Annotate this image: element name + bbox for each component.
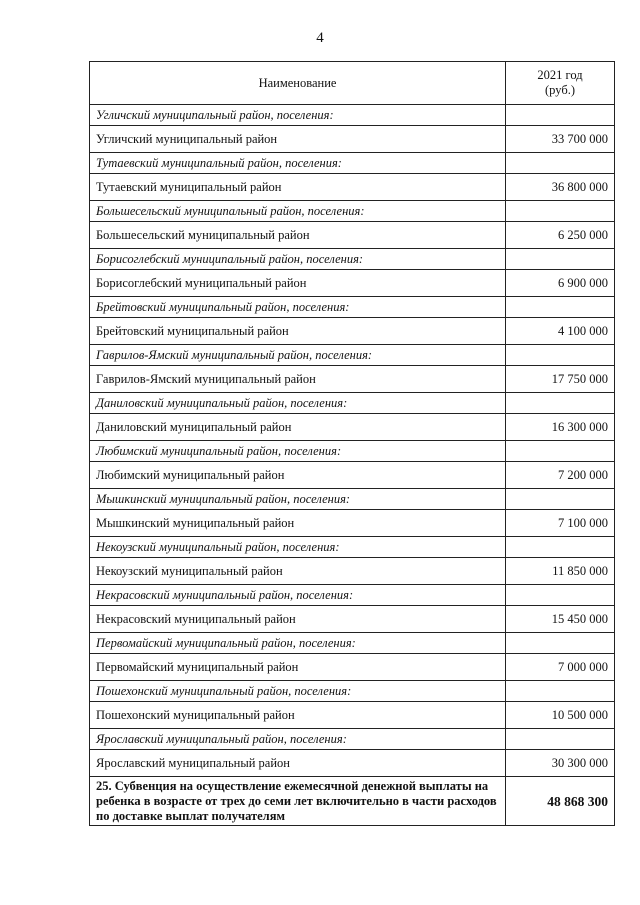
row-name: Ярославский муниципальный район xyxy=(90,750,506,777)
row-amount xyxy=(506,345,615,366)
row-name: Первомайский муниципальный район, поселения: xyxy=(90,633,506,654)
row-name: Тутаевский муниципальный район xyxy=(90,174,506,201)
district-row xyxy=(90,462,615,489)
row-name: Любимский муниципальный район xyxy=(90,462,506,489)
district-row xyxy=(90,702,615,729)
settlements-subheader-row xyxy=(90,345,615,366)
row-name: Мышкинский муниципальный район xyxy=(90,510,506,537)
row-name: Гаврилов-Ямский муниципальный район xyxy=(90,366,506,393)
row-amount xyxy=(506,153,615,174)
row-amount xyxy=(506,537,615,558)
row-name: 25. Субвенция на осуществление ежемесячной денежной выплаты на ребенка в возрасте от трех до семи лет включительно в части расходов по доставке выплат получателям xyxy=(90,777,506,826)
row-amount: 6 250 000 xyxy=(506,222,615,249)
row-amount xyxy=(506,729,615,750)
row-amount: 15 450 000 xyxy=(506,606,615,633)
district-row xyxy=(90,318,615,345)
district-row xyxy=(90,222,615,249)
row-name: Угличский муниципальный район xyxy=(90,126,506,153)
settlements-subheader-row xyxy=(90,153,615,174)
district-row xyxy=(90,126,615,153)
district-row xyxy=(90,750,615,777)
district-row xyxy=(90,414,615,441)
row-amount xyxy=(506,633,615,654)
row-amount xyxy=(506,105,615,126)
row-amount: 30 300 000 xyxy=(506,750,615,777)
table-body xyxy=(90,105,615,826)
settlements-subheader-row xyxy=(90,201,615,222)
subvention-table xyxy=(89,61,615,826)
settlements-subheader-row xyxy=(90,249,615,270)
settlements-subheader-row xyxy=(90,537,615,558)
header-amount-unit: (руб.) xyxy=(545,83,575,97)
district-row xyxy=(90,270,615,297)
row-amount xyxy=(506,681,615,702)
row-name: Мышкинский муниципальный район, поселения: xyxy=(90,489,506,510)
row-name: Борисоглебский муниципальный район xyxy=(90,270,506,297)
row-amount xyxy=(506,489,615,510)
settlements-subheader-row xyxy=(90,681,615,702)
row-name: Ярославский муниципальный район, поселения: xyxy=(90,729,506,750)
row-name: Любимский муниципальный район, поселения: xyxy=(90,441,506,462)
settlements-subheader-row xyxy=(90,489,615,510)
row-name: Даниловский муниципальный район xyxy=(90,414,506,441)
district-row xyxy=(90,654,615,681)
table-header-row xyxy=(90,62,615,105)
row-name: Угличский муниципальный район, поселения: xyxy=(90,105,506,126)
settlements-subheader-row xyxy=(90,297,615,318)
page-number: 4 xyxy=(316,30,324,46)
row-amount xyxy=(506,393,615,414)
district-row xyxy=(90,174,615,201)
district-row xyxy=(90,366,615,393)
settlements-subheader-row xyxy=(90,393,615,414)
row-amount xyxy=(506,585,615,606)
row-amount xyxy=(506,201,615,222)
row-name: Борисоглебский муниципальный район, поселения: xyxy=(90,249,506,270)
row-amount xyxy=(506,441,615,462)
row-amount xyxy=(506,249,615,270)
header-amount-year: 2021 год xyxy=(537,68,583,82)
row-name: Некрасовский муниципальный район xyxy=(90,606,506,633)
row-amount: 6 900 000 xyxy=(506,270,615,297)
row-name: Первомайский муниципальный район xyxy=(90,654,506,681)
row-name: Пошехонский муниципальный район, поселения: xyxy=(90,681,506,702)
row-amount: 7 100 000 xyxy=(506,510,615,537)
row-amount: 7 000 000 xyxy=(506,654,615,681)
row-amount xyxy=(506,297,615,318)
row-name: Тутаевский муниципальный район, поселения: xyxy=(90,153,506,174)
header-name: Наименование xyxy=(90,62,506,105)
row-name: Большесельский муниципальный район, поселения: xyxy=(90,201,506,222)
subvention-total-row xyxy=(90,777,615,826)
row-name: Брейтовский муниципальный район xyxy=(90,318,506,345)
row-amount: 36 800 000 xyxy=(506,174,615,201)
district-row xyxy=(90,510,615,537)
district-row xyxy=(90,606,615,633)
row-name: Некоузский муниципальный район, поселения: xyxy=(90,537,506,558)
row-amount: 7 200 000 xyxy=(506,462,615,489)
district-row xyxy=(90,558,615,585)
row-amount: 11 850 000 xyxy=(506,558,615,585)
settlements-subheader-row xyxy=(90,633,615,654)
row-amount: 17 750 000 xyxy=(506,366,615,393)
settlements-subheader-row xyxy=(90,441,615,462)
settlements-subheader-row xyxy=(90,729,615,750)
row-name: Большесельский муниципальный район xyxy=(90,222,506,249)
row-amount: 16 300 000 xyxy=(506,414,615,441)
row-name: Некоузский муниципальный район xyxy=(90,558,506,585)
row-amount: 4 100 000 xyxy=(506,318,615,345)
row-amount: 10 500 000 xyxy=(506,702,615,729)
row-name: Гаврилов-Ямский муниципальный район, поселения: xyxy=(90,345,506,366)
row-name: Брейтовский муниципальный район, поселения: xyxy=(90,297,506,318)
row-name: Некрасовский муниципальный район, поселения: xyxy=(90,585,506,606)
row-name: Даниловский муниципальный район, поселения: xyxy=(90,393,506,414)
row-name: Пошехонский муниципальный район xyxy=(90,702,506,729)
settlements-subheader-row xyxy=(90,585,615,606)
settlements-subheader-row xyxy=(90,105,615,126)
row-amount: 33 700 000 xyxy=(506,126,615,153)
header-amount xyxy=(506,62,615,105)
row-amount: 48 868 300 xyxy=(506,777,615,826)
